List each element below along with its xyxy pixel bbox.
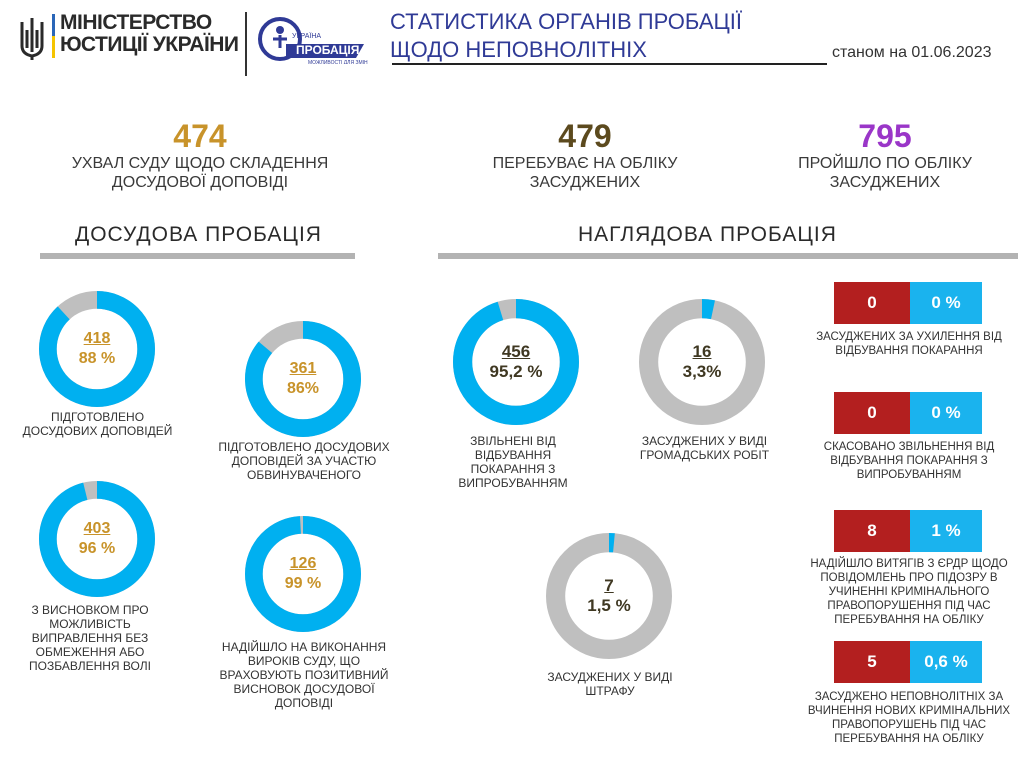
donut-reports-with-defendant	[244, 320, 362, 438]
title-line-1: СТАТИСТИКА ОРГАНІВ ПРОБАЦІЇ	[390, 9, 743, 34]
header-separator	[245, 12, 247, 76]
ministry-name	[60, 12, 239, 56]
logo-text-3: МОЖЛИВОСТІ ДЛЯ ЗМІН	[308, 60, 368, 64]
donut-percent: 88 %	[78, 350, 116, 367]
header	[0, 0, 1024, 90]
donut-percent: 96 %	[78, 540, 116, 557]
indicator-caption: СКАСОВАНО ЗВІЛЬНЕННЯ ВІД ВІДБУВАННЯ ПОКАРАННЯ З ВИПРОБУВАННЯМ	[823, 441, 995, 481]
kpi-value: 474	[173, 118, 227, 154]
indicator-count: 0	[834, 392, 910, 434]
ministry-line-2: ЮСТИЦІЇ УКРАЇНИ	[60, 33, 239, 56]
donut-percent: 1,5 %	[587, 596, 631, 615]
indicator-new-crimes	[834, 641, 982, 683]
donut-value: 456	[501, 342, 531, 361]
title-line-2: ЩОДО НЕПОВНОЛІТНІХ	[390, 37, 647, 62]
donut-value: 403	[83, 520, 111, 537]
donut-value: 418	[83, 330, 111, 347]
kpi-label: ПРОЙШЛО ПО ОБЛІКУ ЗАСУДЖЕНИХ	[798, 155, 972, 191]
indicator-count: 5	[834, 641, 910, 683]
trident-icon	[18, 16, 46, 62]
donut-percent: 99 %	[284, 575, 322, 592]
kpi-label: ПЕРЕБУВАЄ НА ОБЛІКУ ЗАСУДЖЕНИХ	[492, 155, 678, 191]
donut-fine	[545, 532, 673, 660]
indicator-percent: 0 %	[910, 392, 982, 434]
donut-percent: 86%	[286, 380, 320, 397]
kpi-registered	[470, 118, 700, 192]
donut-percent: 3,3%	[682, 362, 722, 381]
indicator-release-cancelled	[834, 392, 982, 434]
donut-caption: З ВИСНОВКОМ ПРО МОЖЛИВІСТЬ ВИПРАВЛЕННЯ БЕЗ ОБМЕЖЕННЯ АБО ПОЗБАВЛЕННЯ ВОЛІ	[29, 603, 151, 673]
donut-caption: НАДІЙШЛО НА ВИКОНАННЯ ВИРОКІВ СУДУ, ЩО ВРАХОВУЮТЬ ПОЗИТИВНИЙ ВИСНОВОК ДОСУДОВОЇ ДОПОВІДІ	[219, 640, 389, 710]
indicator-count: 0	[834, 282, 910, 324]
kpi-court-rulings	[40, 118, 360, 192]
section-bar-supervisory	[438, 253, 1018, 259]
kpi-value: 479	[558, 118, 612, 154]
kpi-passed	[770, 118, 1000, 192]
donut-value: 7	[604, 576, 614, 595]
donut-value: 126	[289, 555, 317, 572]
donut-correction-conclusion	[38, 480, 156, 598]
section-title-supervisory: НАГЛЯДОВА ПРОБАЦІЯ	[578, 223, 837, 246]
logo-text-1: УКРАЇНА	[292, 33, 322, 40]
report-date: станом на 01.06.2023	[832, 44, 992, 61]
donut-caption: ПІДГОТОВЛЕНО ДОСУДОВИХ ДОПОВІДЕЙ ЗА УЧАСТЮ ОБВИНУВАЧЕНОГО	[218, 440, 390, 482]
page-title	[390, 8, 742, 64]
indicator-percent: 0 %	[910, 282, 982, 324]
kpi-value: 795	[858, 118, 912, 154]
donut-caption: ЗАСУДЖЕНИХ У ВИДІ ГРОМАДСЬКИХ РОБІТ	[639, 434, 770, 462]
donut-probation-release	[452, 298, 580, 426]
indicator-count: 8	[834, 510, 910, 552]
indicator-percent: 0,6 %	[910, 641, 982, 683]
donut-verdicts-received	[244, 515, 362, 633]
probation-logo-icon	[256, 14, 368, 64]
donut-caption: ПІДГОТОВЛЕНО ДОСУДОВИХ ДОПОВІДЕЙ	[22, 410, 173, 438]
logo-text-2: ПРОБАЦІЯ	[296, 43, 360, 57]
donut-caption: ЗАСУДЖЕНИХ У ВИДІ ШТРАФУ	[547, 670, 673, 698]
title-underline	[392, 63, 827, 65]
flag-bar	[52, 14, 55, 58]
donut-value: 361	[289, 360, 317, 377]
kpi-label: УХВАЛ СУДУ ЩОДО СКЛАДЕННЯ ДОСУДОВОЇ ДОПОВІДІ	[71, 155, 329, 191]
section-title-pretrial: ДОСУДОВА ПРОБАЦІЯ	[75, 223, 322, 246]
indicator-evasion	[834, 282, 982, 324]
indicator-caption: НАДІЙШЛО ВИТЯГІВ З ЄРДР ЩОДО ПОВІДОМЛЕНЬ ПРО ПІДОЗРУ В УЧИНЕННІ КРИМІНАЛЬНОГО ПРАВОПОРУШЕННЯ ПІД ЧАС ПЕРЕБУВАННЯ НА ОБЛІКУ	[810, 558, 1008, 626]
donut-caption: ЗВІЛЬНЕНІ ВІД ВІДБУВАННЯ ПОКАРАННЯ З ВИПРОБУВАННЯМ	[458, 434, 568, 490]
ministry-line-1: МІНІСТЕРСТВО	[60, 11, 212, 34]
indicator-percent: 1 %	[910, 510, 982, 552]
indicator-caption: ЗАСУДЖЕНО НЕПОВНОЛІТНІХ ЗА ВЧИНЕННЯ НОВИХ КРИМІНАЛЬНИХ ПРАВОПОРУШЕНЬ ПІД ЧАС ПЕРЕБУВАННЯ НА ОБЛІКУ	[807, 691, 1011, 745]
indicator-caption: ЗАСУДЖЕНИХ ЗА УХИЛЕННЯ ВІД ВІДБУВАННЯ ПОКАРАННЯ	[816, 331, 1002, 357]
donut-percent: 95,2 %	[489, 362, 543, 381]
donut-prepared-reports	[38, 290, 156, 408]
section-bar-pretrial	[40, 253, 355, 259]
donut-value: 16	[692, 342, 712, 361]
indicator-erdr-extracts	[834, 510, 982, 552]
donut-community-work	[638, 298, 766, 426]
